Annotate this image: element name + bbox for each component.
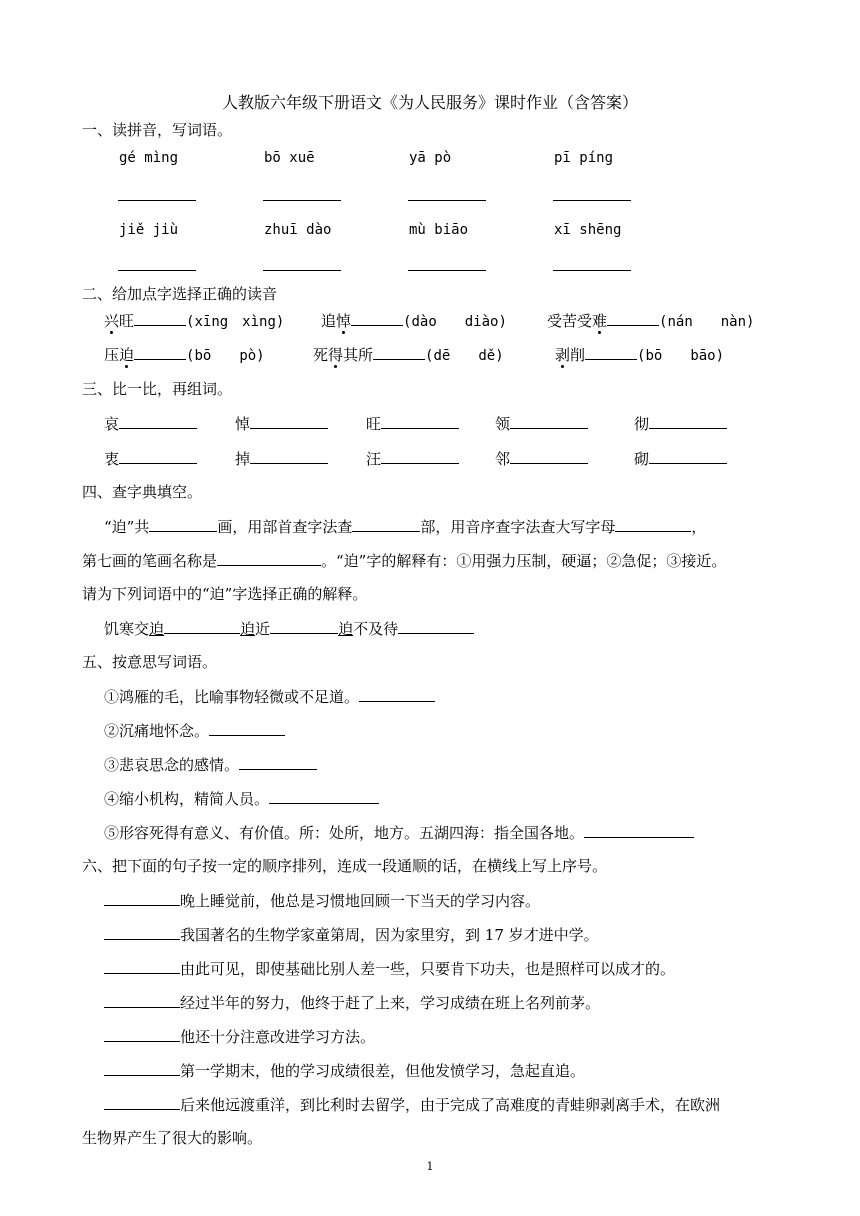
dotted-char: 剥	[555, 346, 571, 364]
answer-blank[interactable]	[408, 270, 486, 271]
meaning-item: ⑤形容死得有意义、有价值。所：处所，地方。五湖四海：指全国各地。	[104, 822, 694, 843]
order-item: 后来他远渡重洋，到比利时去留学，由于完成了高难度的青蛙卵剥离手术，在欧洲	[104, 1094, 720, 1115]
order-item: 他还十分注意改进学习方法。	[104, 1026, 375, 1047]
answer-blank[interactable]	[118, 270, 196, 271]
word-item: 旺	[366, 413, 459, 434]
answer-blank[interactable]	[134, 310, 186, 326]
order-item: 我国著名的生物学家童第周，因为家里穷，到 17 岁才进中学。	[104, 924, 599, 945]
answer-blank[interactable]	[510, 413, 588, 429]
answer-blank[interactable]	[104, 890, 180, 906]
answer-blank[interactable]	[239, 754, 317, 770]
dotted-char: 难	[592, 312, 608, 330]
section-1-heading: 一、读拼音，写词语。	[82, 121, 233, 139]
section-4-heading: 四、查字典填空。	[82, 483, 203, 501]
reading-item: 压迫 (bō pò)	[104, 346, 265, 364]
answer-blank[interactable]	[164, 618, 240, 634]
page-number: 1	[426, 1160, 434, 1173]
answer-blank[interactable]	[381, 448, 459, 464]
answer-blank[interactable]	[359, 686, 435, 702]
pinyin-8: xī shēng	[554, 222, 622, 238]
page-title: 人教版六年级下册语文《为人民服务》课时作业（含答案）	[221, 93, 638, 112]
answer-blank[interactable]	[351, 310, 403, 326]
answer-blank[interactable]	[270, 618, 338, 634]
answer-blank[interactable]	[649, 413, 727, 429]
answer-blank[interactable]	[250, 448, 328, 464]
answer-blank[interactable]	[250, 413, 328, 429]
section-6-heading: 六、把下面的句子按一定的顺序排列，连成一段通顺的话，在横线上写上序号。	[82, 857, 608, 875]
word-item: 邻	[495, 448, 588, 469]
dotted-char: 悼	[336, 312, 352, 330]
word-item: 领	[495, 413, 588, 434]
dotted-char: 得	[328, 346, 344, 364]
dictionary-line-1: “迫”共 画，用部首查字法查 部，用音序查字法查大写字母 ，	[104, 518, 707, 536]
answer-blank[interactable]	[134, 344, 186, 360]
pinyin-3: yā pò	[409, 150, 452, 166]
reading-item: 兴旺 (xīng xìng)	[104, 312, 285, 330]
answer-blank[interactable]	[263, 270, 341, 271]
dictionary-line-2: 第七画的笔画名称是 。“迫”字的解释有：①用强力压制，硬逼；②急促；③接近。	[82, 552, 727, 570]
meaning-item: ③悲哀思念的感情。	[104, 754, 317, 775]
order-item: 第一学期末，他的学习成绩很差，但他发愤学习，急起直追。	[104, 1060, 585, 1081]
word-item: 哀	[104, 413, 197, 434]
answer-blank[interactable]	[119, 413, 197, 429]
answer-blank[interactable]	[104, 958, 180, 974]
reading-item: 追悼 (dào diào)	[321, 312, 507, 330]
pinyin-2: bō xuē	[264, 150, 315, 166]
reading-item: 死得其所 (dē dě)	[313, 346, 504, 364]
word-item: 砌	[634, 448, 727, 469]
answer-blank[interactable]	[373, 344, 425, 360]
answer-blank[interactable]	[209, 720, 285, 736]
dictionary-line-3: 请为下列词语中的“迫”字选择正确的解释。	[82, 585, 368, 603]
pinyin-4: pī píng	[554, 150, 614, 166]
answer-blank[interactable]	[119, 448, 197, 464]
answer-blank[interactable]	[584, 822, 694, 838]
pinyin-1: gé mìng	[119, 150, 179, 166]
meaning-item: ①鸿雁的毛，比喻事物轻微或不足道。	[104, 686, 435, 707]
answer-blank[interactable]	[217, 550, 321, 566]
word-item: 汪	[366, 448, 459, 469]
answer-blank[interactable]	[398, 618, 474, 634]
answer-blank[interactable]	[104, 1026, 180, 1042]
meaning-item: ②沉痛地怀念。	[104, 720, 285, 741]
section-3-heading: 三、比一比，再组词。	[82, 380, 233, 398]
order-item: 经过半年的努力，他终于赶了上来，学习成绩在班上名列前茅。	[104, 992, 600, 1013]
answer-blank[interactable]	[149, 516, 217, 532]
word-item: 彻	[634, 413, 727, 434]
section-5-heading: 五、按意思写词语。	[82, 653, 218, 671]
answer-blank[interactable]	[381, 413, 459, 429]
answer-blank[interactable]	[269, 788, 379, 804]
order-item: 晚上睡觉前，他总是习惯地回顾一下当天的学习内容。	[104, 890, 540, 911]
pinyin-6: zhuī dào	[264, 222, 332, 238]
pinyin-7: mù biāo	[409, 222, 469, 238]
dotted-char: 兴	[104, 312, 120, 330]
section-2-heading: 二、给加点字选择正确的读音	[82, 285, 278, 303]
reading-item: 剥削 (bō bāo)	[555, 346, 725, 364]
word-item: 掉	[235, 448, 328, 469]
pinyin-5: jiě jiù	[119, 222, 179, 238]
dotted-char: 迫	[119, 346, 135, 364]
answer-blank[interactable]	[553, 200, 631, 201]
order-item: 由此可见，即使基础比别人差一些，只要肯下功夫，也是照样可以成才的。	[104, 958, 675, 979]
meaning-item: ④缩小机构，精简人员。	[104, 788, 379, 809]
answer-blank[interactable]	[263, 200, 341, 201]
answer-blank[interactable]	[104, 924, 180, 940]
answer-blank[interactable]	[104, 992, 180, 1008]
reading-item: 受苦受难 (nán nàn)	[547, 312, 755, 330]
order-item-continuation: 生物界产生了很大的影响。	[82, 1129, 263, 1147]
answer-blank[interactable]	[118, 200, 196, 201]
answer-blank[interactable]	[510, 448, 588, 464]
word-item: 悼	[235, 413, 328, 434]
answer-blank[interactable]	[553, 270, 631, 271]
answer-blank[interactable]	[104, 1060, 180, 1076]
answer-blank[interactable]	[585, 344, 637, 360]
dictionary-words: 饥寒交迫 迫近 迫不及待	[104, 618, 474, 639]
answer-blank[interactable]	[104, 1094, 180, 1110]
word-item: 衷	[104, 448, 197, 469]
answer-blank[interactable]	[607, 310, 659, 326]
answer-blank[interactable]	[615, 516, 691, 532]
answer-blank[interactable]	[649, 448, 727, 464]
answer-blank[interactable]	[408, 200, 486, 201]
answer-blank[interactable]	[352, 516, 420, 532]
